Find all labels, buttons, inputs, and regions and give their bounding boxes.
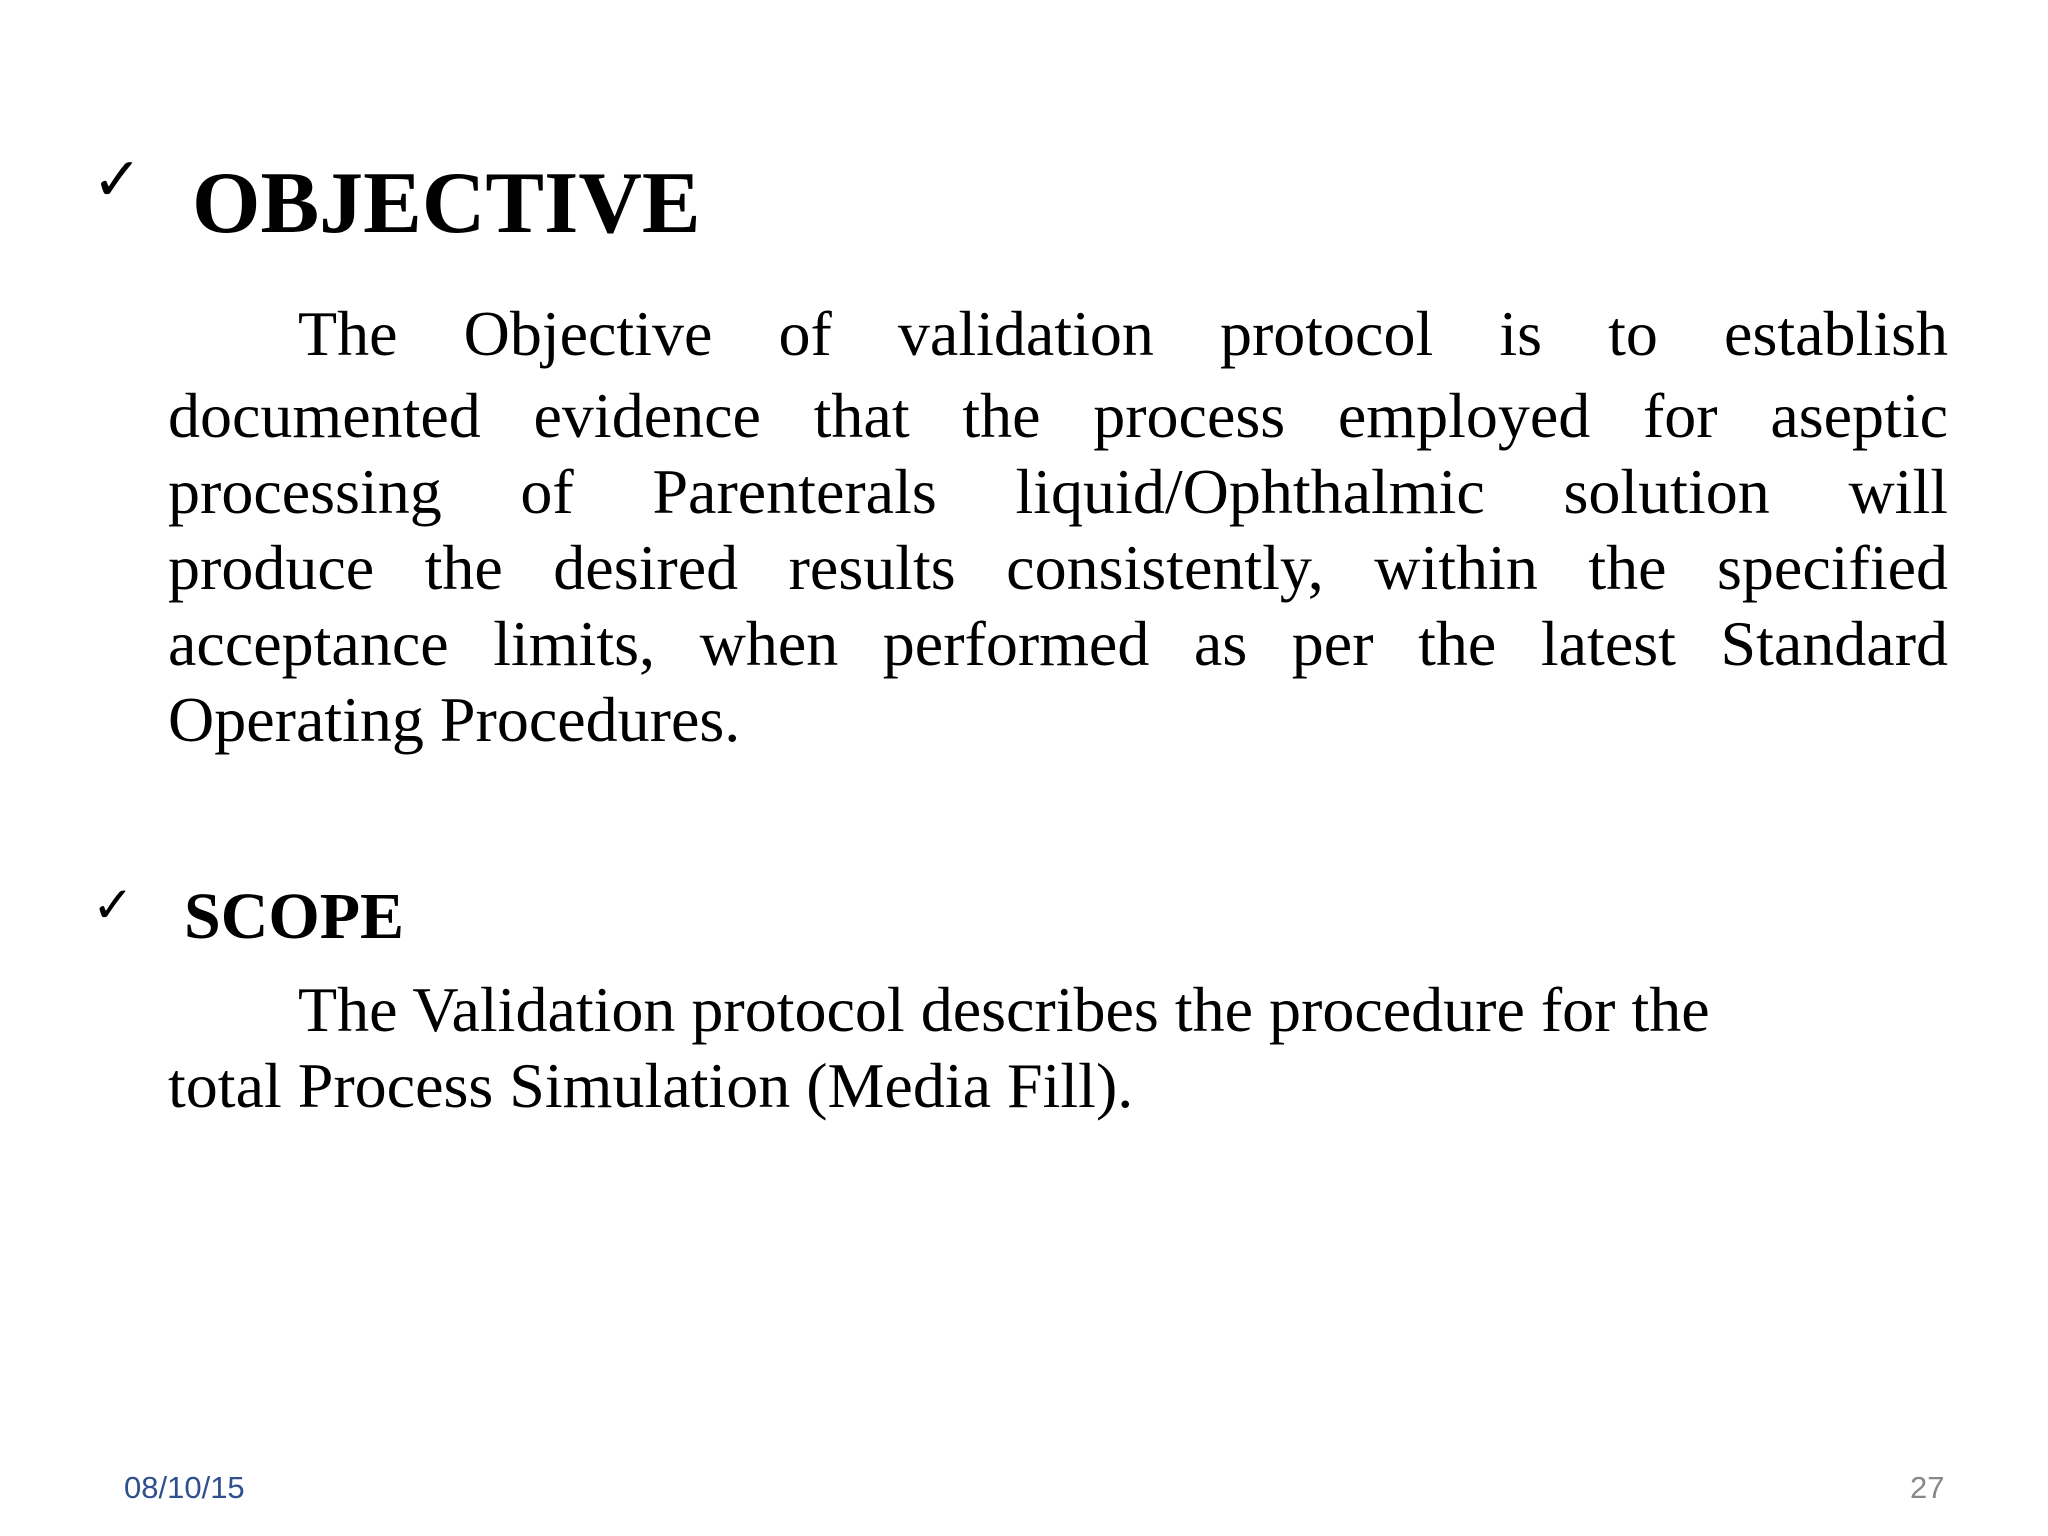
objective-paragraph (168, 296, 1948, 758)
objective-line: acceptance limits, when performed as per the latest Standard (168, 608, 1948, 679)
objective-line: documented evidence that the process employed for aseptic (168, 380, 1948, 451)
slide-page-number: 27 (1910, 1470, 1945, 1505)
objective-line: The Objective of validation protocol is to establish (298, 298, 1948, 369)
scope-line: The Validation protocol describes the procedure for the (298, 974, 1710, 1045)
scope-heading: SCOPE (184, 880, 405, 953)
scope-line: total Process Simulation (Media Fill). (168, 1050, 1134, 1121)
slide-date: 08/10/15 (124, 1470, 245, 1505)
scope-paragraph (168, 972, 1948, 1124)
objective-heading: OBJECTIVE (192, 155, 701, 252)
checkmark-icon: ✓ (92, 876, 134, 934)
checkmark-icon: ✓ (92, 145, 143, 215)
objective-line: produce the desired results consistently, within the specified (168, 532, 1948, 603)
objective-line: Operating Procedures. (168, 684, 741, 755)
objective-line: processing of Parenterals liquid/Ophthalmic solution will (168, 456, 1948, 527)
